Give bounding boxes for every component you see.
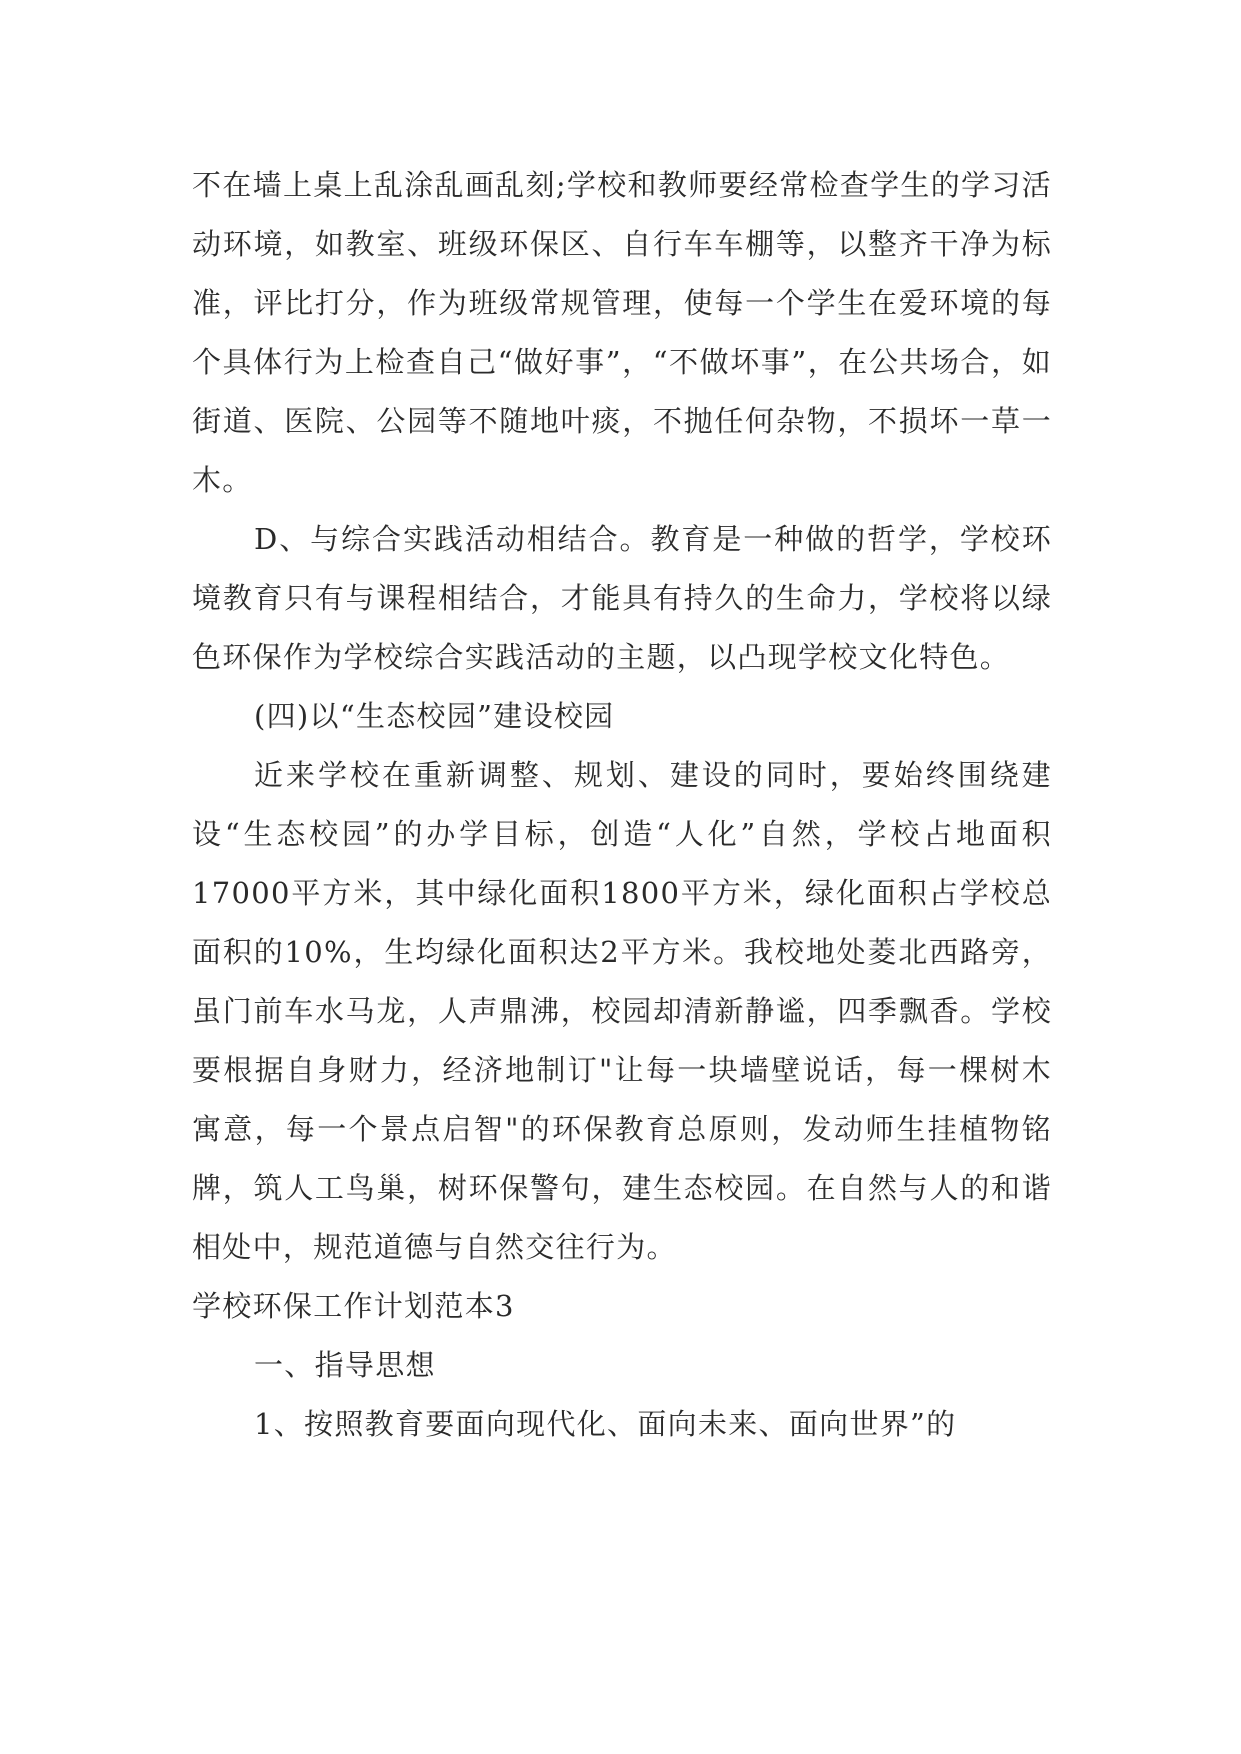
paragraph-continuation: 不在墙上桌上乱涂乱画乱刻;学校和教师要经常检查学生的学习活动环境，如教室、班级环保区、自行车车棚等，以整齐干净为标准，评比打分，作为班级常规管理，使每一个学生在爱环境的每个具体行为上检查自己“做好事”，“不做坏事”，在公共场合，如街道、医院、公园等不随地叶痰，不抛任何杂物，不损坏一草一木。 (192, 168, 1052, 497)
section-heading-guiding-thought: 一、指导思想 (254, 1348, 436, 1382)
paragraph-d-practice: D、与综合实践活动相结合。教育是一种做的哲学，学校环境教育只有与课程相结合，才能具有持久的生命力，学校将以绿色环保作为学校综合实践活动的主题，以凸现学校文化特色。 (192, 522, 1052, 674)
paragraph-eco-campus: 近来学校在重新调整、规划、建设的同时，要始终围绕建设“生态校园”的办学目标，创造“人化”自然，学校占地面积17000平方米，其中绿化面积1800平方米，绿化面积占学校总面积的10%，生均绿化面积达2平方米。我校地处菱北西路旁，虽门前车水马龙，人声鼎沸，校园却清新静谧，四季飘香。学校要根据自身财力，经济地制订"让每一块墙壁说话，每一棵树木寓意，每一个景点启智"的环保教育总原则，发动师生挂植物铭牌，筑人工鸟巢，树环保警句，建生态校园。在自然与人的和谐相处中，规范道德与自然交往行为。 (192, 758, 1052, 1264)
document-body (192, 156, 1052, 1454)
document-title-plan-3: 学校环保工作计划范本3 (192, 1289, 515, 1323)
paragraph-guiding-1: 1、按照教育要面向现代化、面向未来、面向世界”的 (254, 1407, 957, 1441)
section-heading-eco-campus: (四)以“生态校园”建设校园 (254, 699, 615, 733)
